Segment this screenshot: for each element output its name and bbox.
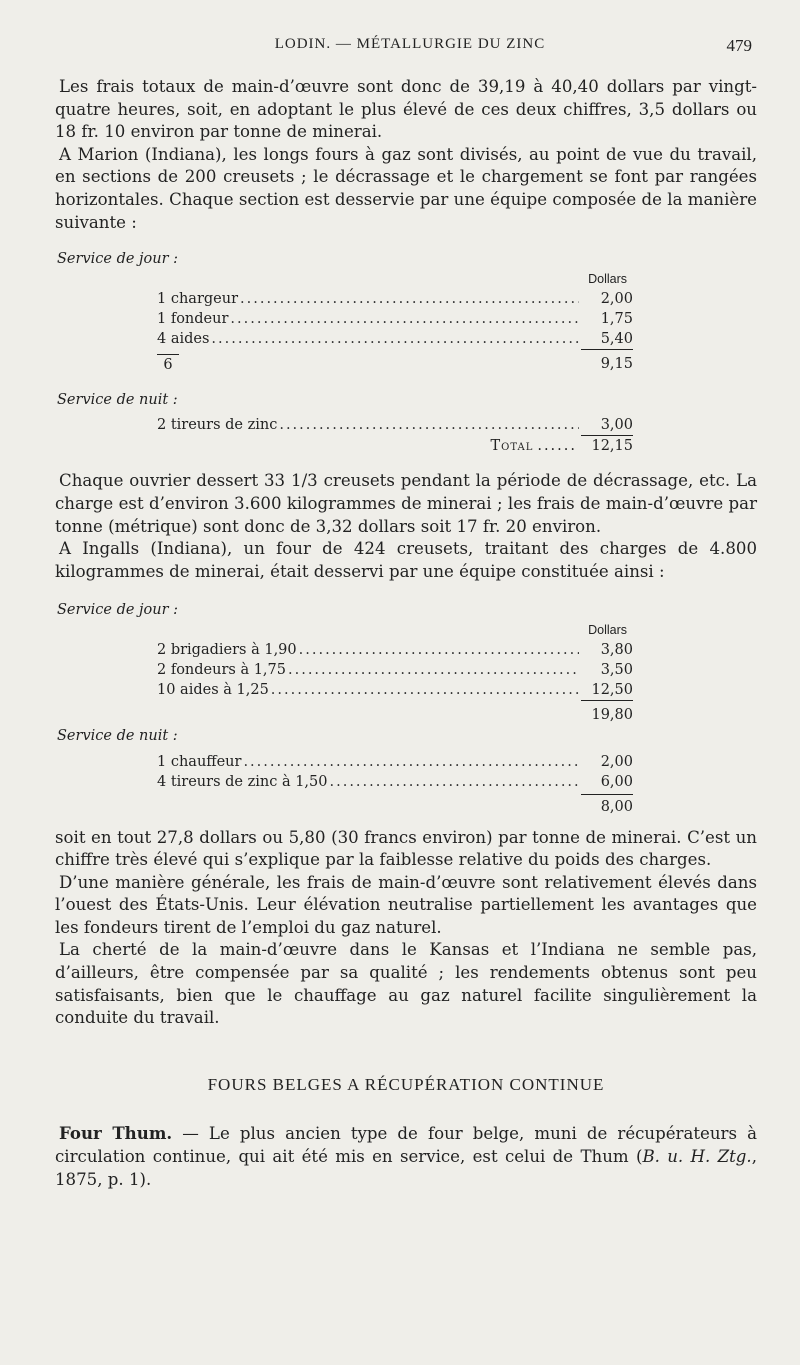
row-value: 2,00 xyxy=(600,753,633,770)
row-label: 2 tireurs de zinc xyxy=(157,417,278,434)
row-value: 3,80 xyxy=(600,641,633,658)
paragraph-ingalls-total: soit en tout 27,8 dollars ou 5,80 (30 francs environ) par tonne de minerai. C’est un chiffre très élevé qui s’explique par la faiblesse relative du poids des charges. xyxy=(55,827,757,870)
row-value: 12,50 xyxy=(581,680,633,701)
section-heading: FOURS BELGES A RÉCUPÉRATION CONTINUE xyxy=(207,1074,605,1094)
table-row xyxy=(157,772,633,792)
row-value: 1,75 xyxy=(600,310,633,327)
ingalls-day-subtotal: 19,80 xyxy=(591,706,633,723)
ingalls-day-subtotal-row xyxy=(157,703,633,725)
ingalls-night-table xyxy=(157,752,633,817)
paragraph-western-costs: D’une manière générale, les frais de main-d’œuvre sont relativement élevés dans l’ouest des États-Unis. Leur élévation neutralise partiellement les avantages que les fondeurs tirent de l’emploi du gaz naturel. xyxy=(55,872,757,937)
page-number: 479 xyxy=(726,36,752,55)
ingalls-night-subtotal: 8,00 xyxy=(581,794,633,817)
total-label: Total xyxy=(490,438,534,455)
marion-total-row xyxy=(157,435,633,456)
marion-day-subtotal-row xyxy=(157,354,633,375)
marion-night-service-label: Service de nuit : xyxy=(57,391,178,408)
paragraph-marion: A Marion (Indiana), les longs fours à gaz sont divisés, au point de vue du travail, en sections de 200 creusets ; le décrassage et le chargement se font par rangées horizontales. Chaque section est desservie par une équipe composée de la manière suivante : xyxy=(55,144,757,232)
row-label: 4 aides xyxy=(157,330,210,347)
four-thum-reference-tail: , 1875, p. 1). xyxy=(55,1147,757,1189)
table-row xyxy=(157,415,633,435)
marion-unit-header: Dollars xyxy=(588,271,627,286)
table-row xyxy=(157,289,633,309)
row-label: 1 fondeur xyxy=(157,310,229,327)
leader-dots xyxy=(240,289,579,309)
leader-dots xyxy=(271,680,579,700)
paragraph-labor-quality: La cherté de la main-d’œuvre dans le Kansas et l’Indiana ne semble pas, d’ailleurs, être compensée par sa qualité ; les rendements obtenus sont peu satisfaisants, bien que le chauffage au gaz naturel facilite singulièrement la conduite du travail. xyxy=(55,940,757,1028)
table-row xyxy=(157,660,633,680)
row-value: 6,00 xyxy=(600,773,633,790)
table-row xyxy=(157,309,633,329)
row-label: 4 tireurs de zinc à 1,50 xyxy=(157,773,328,790)
ingalls-day-service-label: Service de jour : xyxy=(57,602,179,619)
four-thum-text: — Le plus ancien type de four belge, muni de récupérateurs à circulation continue, qui ait été mis en service, est celui de Thum ( xyxy=(55,1124,757,1167)
leader-dots xyxy=(299,640,579,660)
row-value: 2,00 xyxy=(600,290,633,307)
four-thum-reference: B. u. H. Ztg. xyxy=(642,1147,752,1167)
marion-day-count: 6 xyxy=(157,354,179,375)
leader-dots xyxy=(330,772,580,792)
marion-day-subtotal: 9,15 xyxy=(600,355,633,372)
leader-dots xyxy=(230,309,579,329)
row-label: 10 aides à 1,25 xyxy=(157,681,269,698)
paragraph-labor-cost-total: Les frais totaux de main-d’œuvre sont donc de 39,19 à 40,40 dollars par vingt-quatre heures, soit, en adoptant le plus élevé de ces deux chiffres, 3,5 dollars ou 18 fr. 10 environ par tonne de minerai. xyxy=(55,77,757,142)
marion-night-table xyxy=(157,415,633,456)
row-value: 3,00 xyxy=(600,417,633,434)
page-body xyxy=(55,76,757,1191)
row-label: 2 fondeurs à 1,75 xyxy=(157,661,286,678)
leader-dots xyxy=(279,415,579,435)
row-label: 1 chargeur xyxy=(157,290,239,307)
table-row xyxy=(157,640,633,660)
marion-total-value: 12,15 xyxy=(581,435,633,456)
table-row xyxy=(157,752,633,772)
ingalls-night-service-label: Service de nuit : xyxy=(57,727,178,744)
paragraph-workload: Chaque ouvrier dessert 33 1/3 creusets pendant la période de décrassage, etc. La charge est d’environ 3.600 kilogrammes de minerai ; les frais de main-d’œuvre par tonne (métrique) sont donc de 3,32 dollars soit 17 fr. 20 environ. xyxy=(55,471,757,536)
four-thum-heading: Four Thum. xyxy=(59,1123,173,1144)
leader-dots xyxy=(243,752,579,772)
header-title: LODIN. — MÉTALLURGIE DU ZINC xyxy=(274,36,546,52)
table-row xyxy=(157,680,633,701)
leader-dots: ...... xyxy=(537,438,577,455)
row-value: 5,40 xyxy=(581,329,633,350)
leader-dots xyxy=(211,329,579,349)
running-header xyxy=(60,36,760,58)
leader-dots xyxy=(288,660,579,680)
paragraph-ingalls: A Ingalls (Indiana), un four de 424 creusets, traitant des charges de 4.800 kilogrammes de minerai, était desservi par une équipe constituée ainsi : xyxy=(55,539,757,581)
paragraph-four-thum xyxy=(55,1122,757,1191)
ingalls-labor-table xyxy=(157,620,633,725)
table-row xyxy=(157,329,633,350)
marion-day-service-label: Service de jour : xyxy=(57,251,179,268)
row-label: 2 brigadiers à 1,90 xyxy=(157,641,297,658)
ingalls-night-subtotal-row xyxy=(157,794,633,817)
marion-labor-table xyxy=(157,269,633,375)
ingalls-unit-header: Dollars xyxy=(588,622,627,637)
row-label: 1 chauffeur xyxy=(157,753,242,770)
row-value: 3,50 xyxy=(600,661,633,678)
